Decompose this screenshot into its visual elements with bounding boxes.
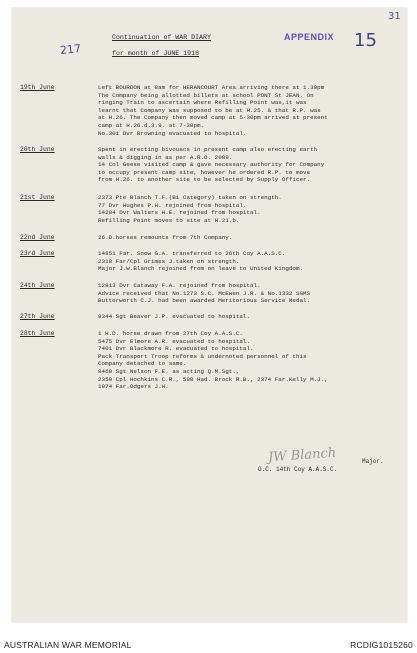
entry-line: 5475 Dvr Elmore A.R. evacuated to hospital. xyxy=(98,337,251,345)
entry-line: 7401 Dvr Blackmore R. evacuated to hospital. xyxy=(98,345,254,353)
entry-line: walls & digging in as per A.R.O. 2089. xyxy=(98,153,233,161)
entry-date: 23rd June xyxy=(20,250,55,257)
entry-line: 8460 Sgt Nelson F.E. as acting Q.M.Sgt., xyxy=(98,367,240,375)
entry-line: ringing Train to ascertain where Refilling Point was,it was xyxy=(98,99,307,107)
entry-line: Advice received that No.1273 S.C. McEwen J.R. & No.1332 SGMS xyxy=(98,289,311,297)
entry-line: Pack Transport Troop reforms & undernoted personnel of this xyxy=(98,352,307,360)
entry-line: Spent in erecting bivouacs in present camp also erecting earth xyxy=(98,146,318,153)
signature-unit: O.C. 14th Coy A.A.S.C. xyxy=(258,466,338,473)
entry-line: 14284 Dvr Walters H.E. rejoined from hospital. xyxy=(98,209,261,217)
page-number: 31 xyxy=(388,11,401,22)
entry-date: 20th June xyxy=(20,146,55,153)
entry-date: 21st June xyxy=(20,194,55,201)
appendix-stamp: APPENDIX xyxy=(284,32,335,42)
signature-rank: Major. xyxy=(362,458,384,465)
entry-date: 27th June xyxy=(20,313,55,320)
entry-line: Major J.W.Blanch rejoined from on leave to United Kingdom. xyxy=(98,265,304,273)
entry-line: Company detached to same. xyxy=(98,360,187,368)
entry-line: Refilling Point moves to site at H.21.b. xyxy=(98,216,240,224)
handwritten-signature: JW Blanch xyxy=(267,445,337,466)
entry-line: 2373 Pte Blanch T.F.(B1 Category) taken on strength. xyxy=(98,194,282,201)
footer-institution: AUSTRALIAN WAR MEMORIAL xyxy=(4,640,132,650)
entry-date: 24th June xyxy=(20,282,55,289)
reference-left: 217 xyxy=(59,41,82,58)
entry-line: 14851 Far. Snow G.A. transferred to 26th Coy A.A.S.C. xyxy=(98,250,286,257)
entry-line: 1974 Far.Odgers J.H. xyxy=(98,383,169,391)
entry-line: 8344 Sgt Beaver J.P. evacuated to hospital. xyxy=(98,313,251,320)
footer-record-id: RCDIG1015260 xyxy=(350,640,413,650)
entry-line: Butterworth C.J. had been awarded Meritorious Service Medal. xyxy=(98,297,311,305)
entry-line: 2350 Cpl Hochkins C.R., 598 Had. Brock R.B., 2374 Far.Kelly M.J., xyxy=(98,375,328,383)
entry-line: 26.D.horses remounts from 7th Company. xyxy=(98,234,233,241)
entry-line: to occupy present camp site, however he ordered R.P. to move xyxy=(98,168,311,176)
entry-date: 19th June xyxy=(20,84,55,91)
diary-title: Continuation of WAR DIARY xyxy=(112,34,211,41)
entry-line: learnt that Company was supposed to be at H.25. & that R.P. was xyxy=(98,106,321,114)
entry-line: from H.26. to another site to be selected by Supply Officer. xyxy=(98,176,311,184)
diary-month: for month of JUNE 1918 xyxy=(112,50,200,57)
entry-line: The Company being allotted billets at school PONT St JEAN. On xyxy=(98,91,314,99)
entry-line: 2318 Far/Cpl Grimes J.taken on strength. xyxy=(98,257,240,265)
entry-date: 22nd June xyxy=(20,234,55,241)
entry-line: Left BOURDON at 8am for HERANCOURT Area arriving there at 1.30pm xyxy=(98,84,325,91)
entry-line: 14 Col Geese visited camp & gave necessary authority for Company xyxy=(98,161,325,169)
entry-line: 77 Dvr Hughes P.H. rejoined from hospital. xyxy=(98,201,247,209)
entry-line: No.301 Dvr Browning evacuated to hospital. xyxy=(98,129,247,137)
entry-line: at H.26. The Company then moved camp at 5-30pm arrived at present xyxy=(98,114,328,122)
entry-line: 12813 Dvr Cataway F.A. rejoined from hospital. xyxy=(98,282,261,289)
reference-right: 15 xyxy=(354,30,377,51)
entry-line: 1 H.D. horse drawn from 27th Coy A.A.S.C. xyxy=(98,330,243,337)
entry-line: camp at H.26.d.3.9. at 7-30pm. xyxy=(98,121,205,129)
entry-date: 28th June xyxy=(20,330,55,337)
